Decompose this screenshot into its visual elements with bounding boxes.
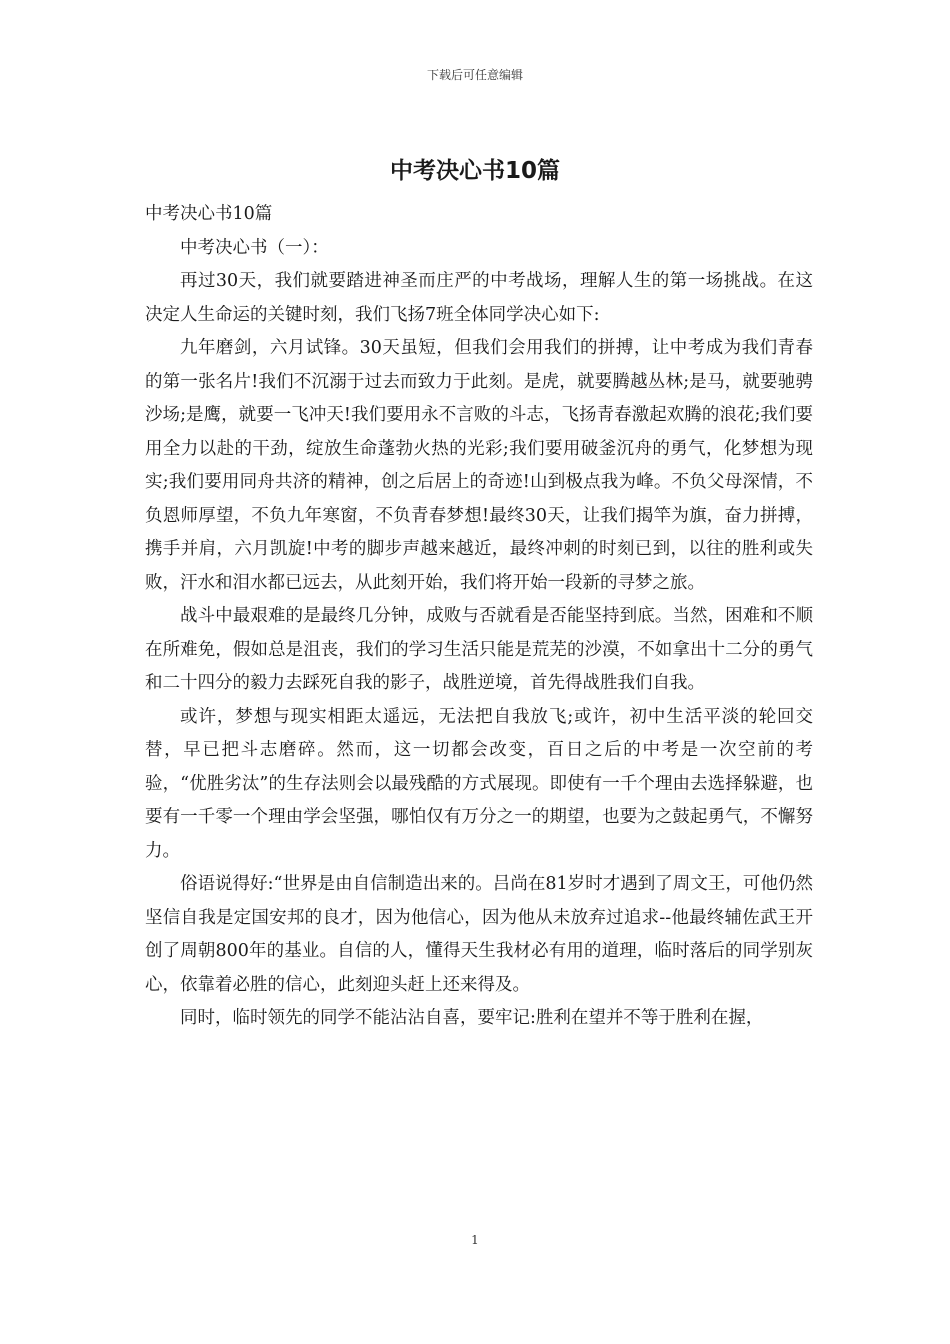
body-paragraph: 同时，临时领先的同学不能沾沾自喜，要牢记:胜利在望并不等于胜利在握， bbox=[180, 1008, 764, 1028]
subtitle-paragraph: 中考决心书10篇 bbox=[145, 204, 273, 224]
page-header: 下载后可任意编辑 bbox=[426, 68, 523, 82]
page-number: 1 bbox=[471, 1233, 479, 1247]
body-paragraph: 九年磨剑，六月试锋。30天虽短，但我们会用我们的拼搏，让中考成为我们青春的第一张名片!我们不沉溺于过去而致力于此刻。是虎，就要腾越丛林;是马，就要驰骋沙场;是鹰，就要一飞冲天!我们要用永不言败的斗志，飞扬青春激起欢腾的浪花;我们要用全力以赴的干劲，绽放生命蓬勃火热的光彩;我们要用破釜沉舟的勇气，化梦想为现实;我们要用同舟共济的精神，创之后居上的奇迹!山到极点我为峰。不负父母深情，不负恩师厚望，不负九年寒窗，不负青春梦想!最终30天，让我们揭竿为旗，奋力拼搏，携手并肩，六月凯旋!中考的脚步声越来越近，最终冲刺的时刻已到，以往的胜利或失败，汗水和泪水都已远去，从此刻开始，我们将开始一段新的寻梦之旅。 bbox=[145, 338, 813, 593]
body-paragraph: 俗语说得好:“世界是由自信制造出来的。吕尚在81岁时才遇到了周文王，可他仍然坚信自我是定国安邦的良才，因为他信心，因为他从未放弃过追求--他最终辅佐武王开创了周朝800年的基业。自信的人，懂得天生我材必有用的道理，临时落后的同学别灰心，依靠着必胜的信心，此刻迎头赶上还来得及。 bbox=[145, 874, 813, 995]
body-paragraph: 或许，梦想与现实相距太遥远，无法把自我放飞;或许，初中生活平淡的轮回交替，早已把斗志磨碎。然而，这一切都会改变，百日之后的中考是一次空前的考验，“优胜劣汰”的生存法则会以最残酷的方式展现。即使有一千个理由去选择躲避，也要有一千零一个理由学会坚强，哪怕仅有万分之一的期望，也要为之鼓起勇气，不懈努力。 bbox=[145, 706, 813, 861]
document-body bbox=[145, 198, 813, 1036]
body-paragraph: 再过30天，我们就要踏进神圣而庄严的中考战场，理解人生的第一场挑战。在这决定人生命运的关键时刻，我们飞扬7班全体同学决心如下: bbox=[145, 271, 813, 325]
section-heading: 中考决心书（一）： bbox=[180, 237, 329, 258]
body-paragraph: 战斗中最艰难的是最终几分钟，成败与否就看是否能坚持到底。当然，困难和不顺在所难免，假如总是沮丧，我们的学习生活只能是荒芜的沙漠，不如拿出十二分的勇气和二十四分的毅力去踩死自我的影子，战胜逆境，首先得战胜我们自我。 bbox=[145, 606, 813, 693]
document-title: 中考决心书10篇 bbox=[389, 158, 560, 184]
